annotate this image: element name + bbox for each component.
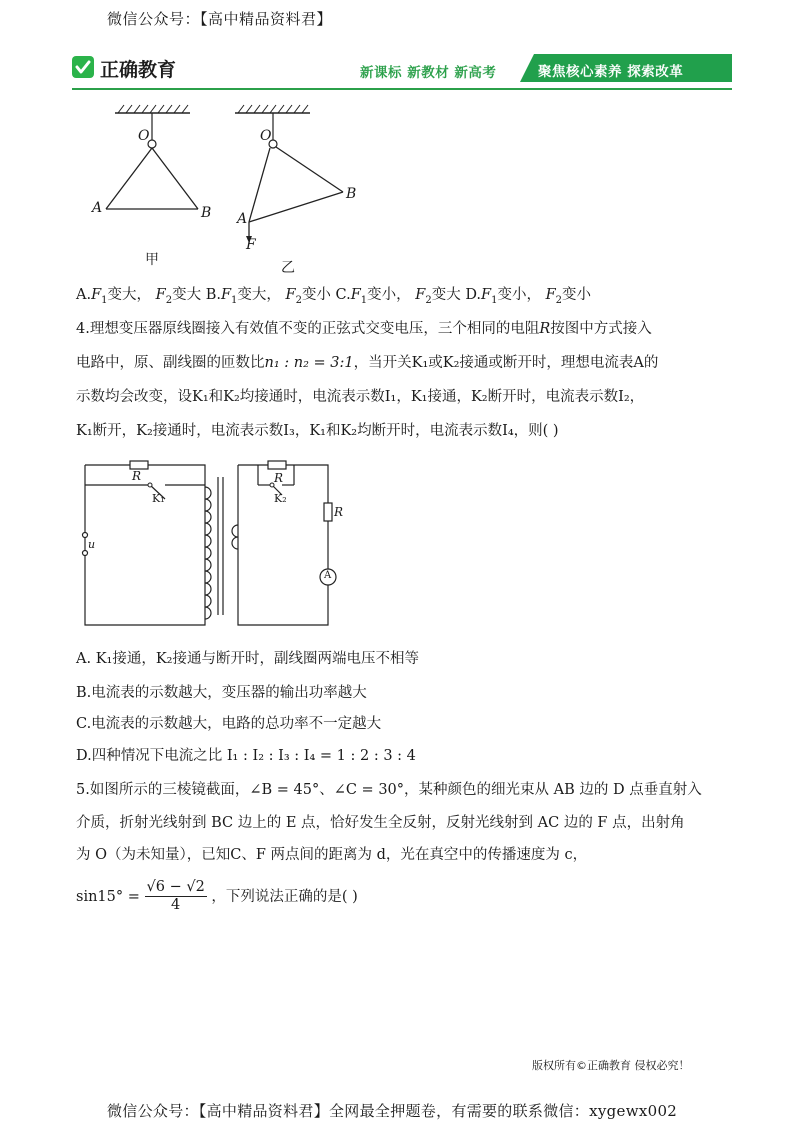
figure-label-yi: 乙 xyxy=(281,260,295,276)
copyright-notice: 版权所有©正确教育 侵权必究！ xyxy=(532,1059,690,1072)
header-divider xyxy=(72,88,732,90)
q4-stem-line-3: 示数均会改变，设K₁和K₂均接通时，电流表示数I₁，K₁接通，K₂断开时，电流表示数I₂， xyxy=(76,389,645,405)
q5-stem-line-1: 5.如图所示的三棱镜截面，∠B = 45°、∠C = 30°，某种颜色的细光束从 AB 边的 D 点垂直射入 xyxy=(76,782,702,798)
q3-option-d: $D.F_1$变小， $F_2$变小 xyxy=(465,287,592,306)
point-B-yi: B xyxy=(346,186,357,202)
point-O-jia: O xyxy=(138,128,150,144)
circuit-K1: K₁ xyxy=(152,492,165,505)
point-A-yi: A xyxy=(237,211,248,227)
point-A-jia: A xyxy=(92,200,103,216)
checkmark-logo-icon xyxy=(72,56,94,78)
force-F-label: F xyxy=(246,237,256,253)
circuit-R-top: R xyxy=(274,471,284,485)
transformer-circuit xyxy=(80,455,350,627)
circuit-R-primary: R xyxy=(132,469,142,483)
figure-label-jia: 甲 xyxy=(145,252,159,268)
circuit-R-right: R xyxy=(334,505,344,519)
circuit-K2: K₂ xyxy=(274,492,287,505)
sin15-fraction: $\frac{√6 - √2}{4}$ xyxy=(146,879,205,914)
q4-stem-line-4: K₁断开，K₂接通时，电流表示数I₃，K₁和K₂均断开时，电流表示数I₄，则( ) xyxy=(76,423,559,439)
brand-logo-text: 正确教育 xyxy=(100,59,177,81)
q3-option-c: $C.F_1$变小， $F_2$变大 xyxy=(335,287,461,306)
point-B-jia: B xyxy=(201,205,212,221)
ammeter-label: A xyxy=(324,570,332,581)
q4-option-c: C.电流表的示数越大，电路的总功率不一定越大 xyxy=(76,716,382,732)
q4-stem-line-1: 4.理想变压器原线圈接入有效值不变的正弦式交变电压，三个相同的电阻R按图中方式接入 xyxy=(76,321,652,337)
q5-stem-line-2: 介质，折射光线射到 BC 边上的 E 点，恰好发生全反射，反射光线射到 AC 边的 F 点，出射角 xyxy=(76,815,685,831)
wechat-banner: 微信公众号：【高中精品资料君】 xyxy=(107,10,333,28)
q5-stem-line-4: sin15° = $\frac{√6 - √2}{4}$ ，下列说法正确的是( ) xyxy=(76,879,358,914)
circuit-u: u xyxy=(88,538,96,551)
triangle-figure xyxy=(80,100,380,280)
q4-option-b: B.电流表的示数越大，变压器的输出功率越大 xyxy=(76,685,367,701)
q4-option-a: A. K₁接通，K₂接通与断开时，副线圈两端电压不相等 xyxy=(76,651,419,667)
q5-stem-line-3: 为 O（为未知量），已知C、F 两点间的距离为 d，光在真空中的传播速度为 c， xyxy=(76,847,588,863)
q3-option-a: $A.F_1$变大， $F_2$变大 xyxy=(76,287,202,306)
q3-option-b: $B.F_1$变大， $F_2$变小 xyxy=(205,287,331,306)
q3-options xyxy=(76,287,591,307)
wechat-footer: 微信公众号：【高中精品资料君】全网最全押题卷，有需要的联系微信：xygewx002 xyxy=(107,1102,678,1120)
point-O-yi: O xyxy=(260,128,272,144)
q4-stem-line-2: 电路中，原、副线圈的匝数比n₁ : n₂ = 3:1，当开关K₁或K₂接通或断开时，理想电流表A的 xyxy=(76,355,659,371)
header-slogan: 新课标 新教材 新高考 xyxy=(360,65,497,81)
q4-option-d: D.四种情况下电流之比 I₁ : I₂ : I₃ : I₄ = 1 : 2 : 3 : 4 xyxy=(76,748,416,764)
header-tab-text: 聚焦核心素养 探索改革 xyxy=(538,64,684,80)
